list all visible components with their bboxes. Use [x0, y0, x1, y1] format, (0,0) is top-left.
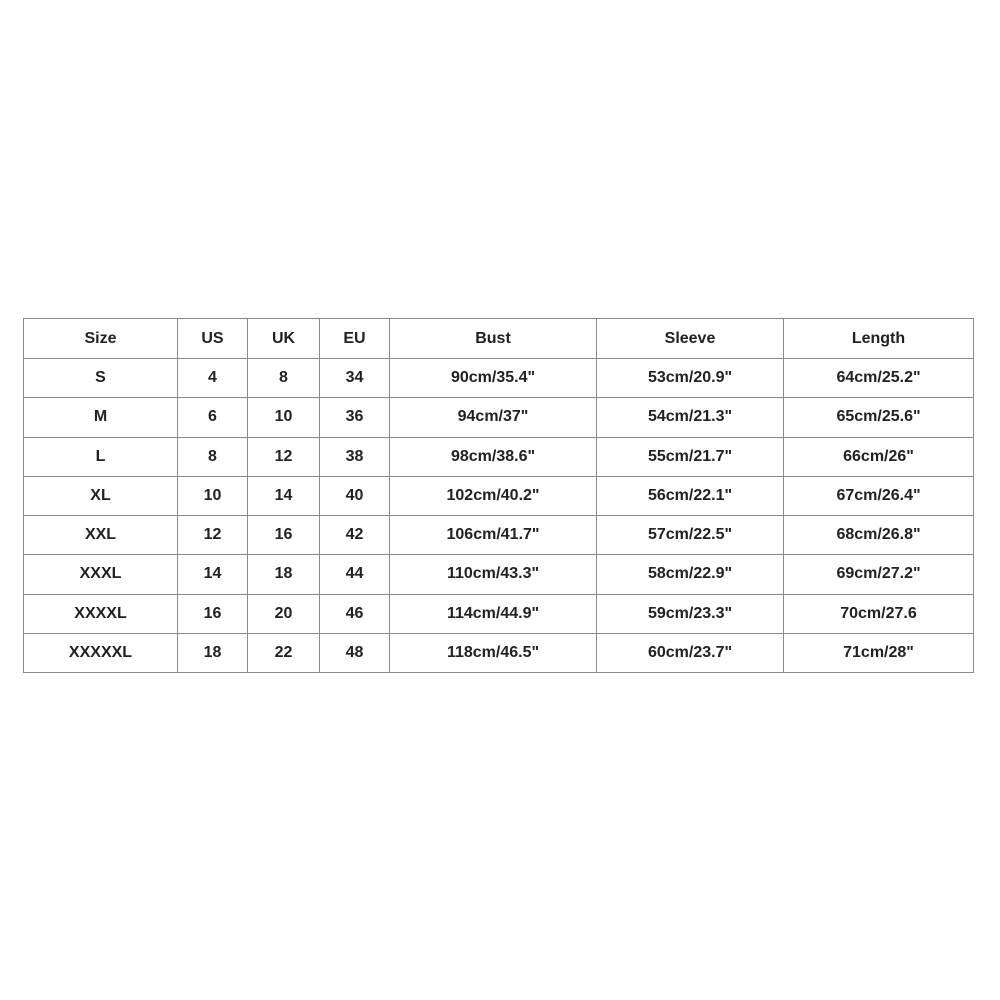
length-cell: 64cm/25.2"	[784, 359, 974, 398]
length-cell: 66cm/26"	[784, 437, 974, 476]
size-cell: XXXXL	[24, 594, 178, 633]
us-cell: 18	[178, 633, 248, 672]
uk-cell: 18	[248, 555, 320, 594]
eu-cell: 42	[320, 516, 390, 555]
header-eu: EU	[320, 319, 390, 359]
eu-cell: 40	[320, 476, 390, 515]
size-cell: XXXL	[24, 555, 178, 594]
sleeve-cell: 53cm/20.9"	[597, 359, 784, 398]
eu-cell: 36	[320, 398, 390, 437]
bust-cell: 114cm/44.9"	[390, 594, 597, 633]
length-cell: 65cm/25.6"	[784, 398, 974, 437]
bust-cell: 118cm/46.5"	[390, 633, 597, 672]
bust-cell: 110cm/43.3"	[390, 555, 597, 594]
uk-cell: 22	[248, 633, 320, 672]
bust-cell: 102cm/40.2"	[390, 476, 597, 515]
bust-cell: 94cm/37"	[390, 398, 597, 437]
table-row	[24, 594, 974, 633]
header-uk: UK	[248, 319, 320, 359]
header-us: US	[178, 319, 248, 359]
sleeve-cell: 58cm/22.9"	[597, 555, 784, 594]
size-cell: L	[24, 437, 178, 476]
size-chart-table	[23, 318, 974, 673]
us-cell: 16	[178, 594, 248, 633]
size-cell: S	[24, 359, 178, 398]
table-row	[24, 476, 974, 515]
header-bust: Bust	[390, 319, 597, 359]
us-cell: 6	[178, 398, 248, 437]
bust-cell: 98cm/38.6"	[390, 437, 597, 476]
us-cell: 12	[178, 516, 248, 555]
header-sleeve: Sleeve	[597, 319, 784, 359]
eu-cell: 44	[320, 555, 390, 594]
sleeve-cell: 59cm/23.3"	[597, 594, 784, 633]
us-cell: 8	[178, 437, 248, 476]
table-row	[24, 633, 974, 672]
sleeve-cell: 56cm/22.1"	[597, 476, 784, 515]
us-cell: 14	[178, 555, 248, 594]
size-cell: XXXXXL	[24, 633, 178, 672]
header-length: Length	[784, 319, 974, 359]
length-cell: 70cm/27.6	[784, 594, 974, 633]
length-cell: 68cm/26.8"	[784, 516, 974, 555]
header-size: Size	[24, 319, 178, 359]
table-row	[24, 359, 974, 398]
uk-cell: 12	[248, 437, 320, 476]
uk-cell: 16	[248, 516, 320, 555]
size-rows	[24, 359, 974, 673]
length-cell: 67cm/26.4"	[784, 476, 974, 515]
bust-cell: 106cm/41.7"	[390, 516, 597, 555]
table-row	[24, 555, 974, 594]
length-cell: 71cm/28"	[784, 633, 974, 672]
uk-cell: 14	[248, 476, 320, 515]
length-cell: 69cm/27.2"	[784, 555, 974, 594]
us-cell: 4	[178, 359, 248, 398]
table-row	[24, 516, 974, 555]
size-cell: M	[24, 398, 178, 437]
sleeve-cell: 57cm/22.5"	[597, 516, 784, 555]
eu-cell: 38	[320, 437, 390, 476]
size-cell: XXL	[24, 516, 178, 555]
uk-cell: 10	[248, 398, 320, 437]
header-row	[24, 319, 974, 359]
uk-cell: 8	[248, 359, 320, 398]
eu-cell: 46	[320, 594, 390, 633]
table-row	[24, 398, 974, 437]
size-cell: XL	[24, 476, 178, 515]
us-cell: 10	[178, 476, 248, 515]
sleeve-cell: 60cm/23.7"	[597, 633, 784, 672]
sleeve-cell: 54cm/21.3"	[597, 398, 784, 437]
table-row	[24, 437, 974, 476]
sleeve-cell: 55cm/21.7"	[597, 437, 784, 476]
bust-cell: 90cm/35.4"	[390, 359, 597, 398]
eu-cell: 34	[320, 359, 390, 398]
eu-cell: 48	[320, 633, 390, 672]
uk-cell: 20	[248, 594, 320, 633]
